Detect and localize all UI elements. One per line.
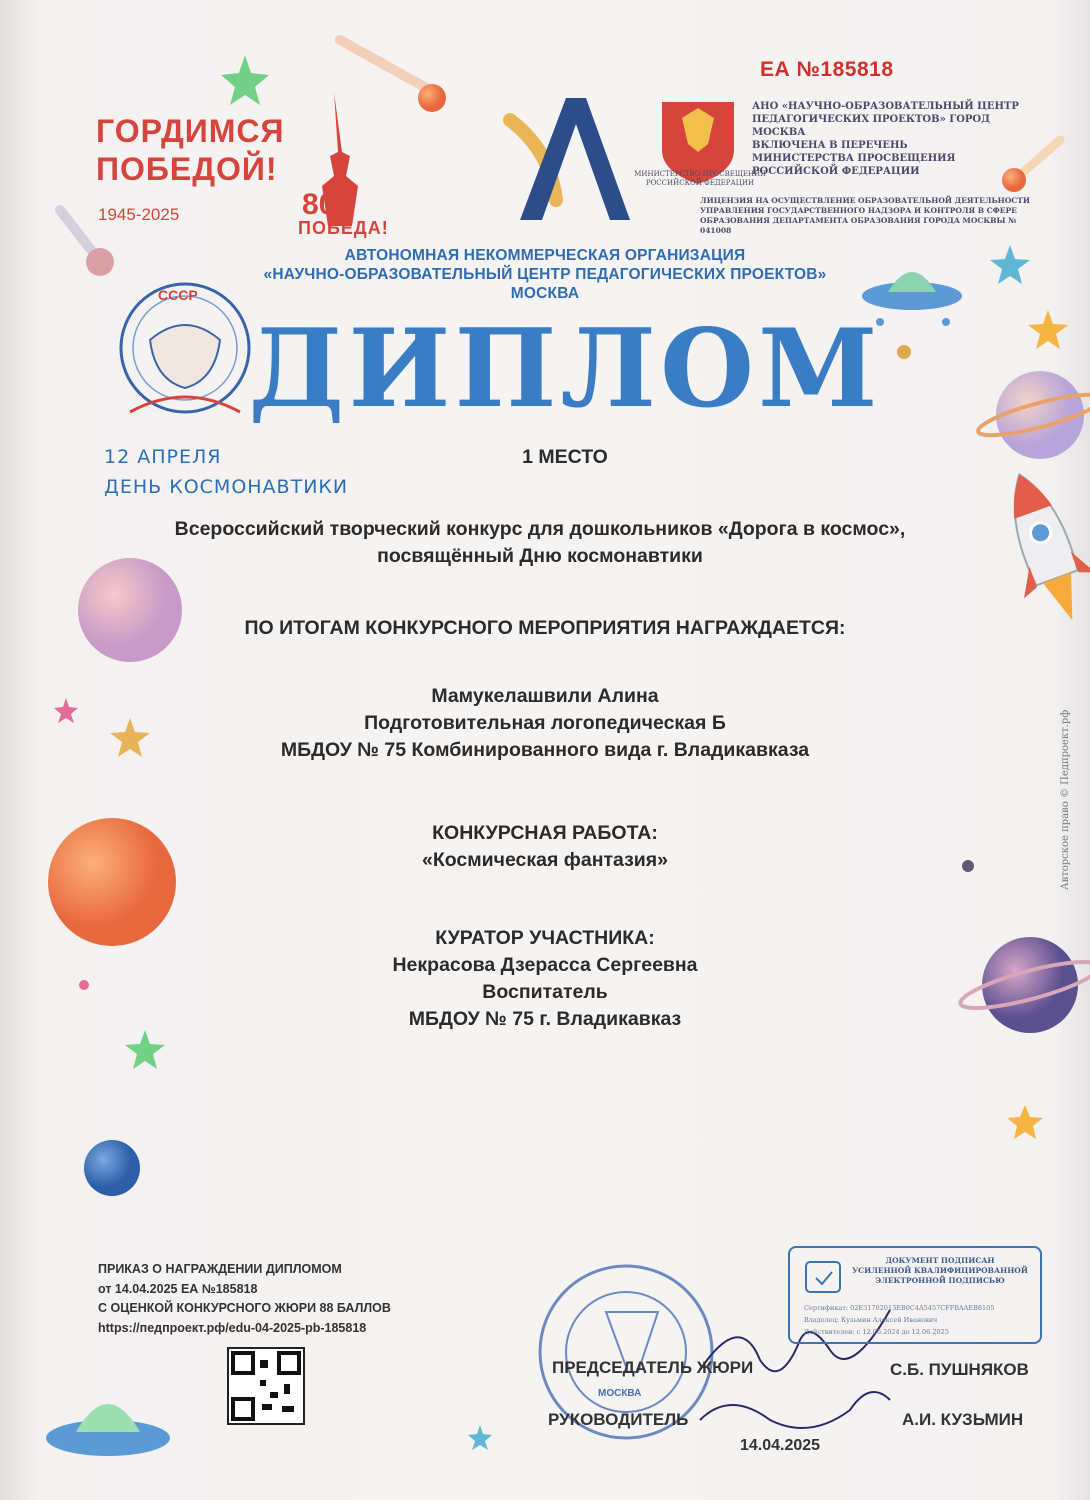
participant-institution: МБДОУ № 75 Комбинированного вида г. Владикавказа	[280, 739, 810, 761]
work-heading: КОНКУРСНАЯ РАБОТА:	[432, 822, 658, 844]
star-icon	[468, 1425, 492, 1450]
qr-code	[228, 1348, 304, 1424]
signature-mark	[700, 1392, 890, 1428]
curator-info	[0, 925, 1090, 1033]
license-info: ЛИЦЕНЗИЯ НА ОСУЩЕСТВЛЕНИЕ ОБРАЗОВАТЕЛЬНОЙ ДЕЯТЕЛЬНОСТИ УПРАВЛЕНИЯ ГОСУДАРСТВЕННОГО НАДЗОРА И КОНТРОЛЯ В СФЕРЕ ОБРАЗОВАНИЯ ДЕПАРТАМЕНТА ОБРАЗОВАНИЯ ГОРОДА МОСКВЫ № 041008	[700, 196, 1030, 235]
serial-number: ЕА №185818	[760, 58, 894, 81]
planet-icon	[84, 1140, 140, 1196]
participant-group: Подготовительная логопедическая Б	[364, 712, 726, 734]
organization-name: АВТОНОМНАЯ НЕКОММЕРЧЕСКАЯ ОРГАНИЗАЦИЯ «НАУЧНО-ОБРАЗОВАТЕЛЬНЫЙ ЦЕНТР ПЕДАГОГИЧЕСКИХ ПРОЕКТОВ» МОСКВА	[263, 247, 827, 302]
star-icon	[125, 1030, 165, 1069]
contest-name: Всероссийский творческий конкурс для дошкольников «Дорога в космос», посвящённый Дню космонавтики	[174, 518, 906, 567]
work-info	[0, 820, 1090, 874]
org-registry-info: АНО «НАУЧНО-ОБРАЗОВАТЕЛЬНЫЙ ЦЕНТР ПЕДАГОГИЧЕСКИХ ПРОЕКТОВ» ГОРОД МОСКВА ВКЛЮЧЕНА В ПЕРЕЧЕНЬ МИНИСТЕРСТВА ПРОСВЕЩЕНИЯ РОССИЙСКОЙ ФЕДЕРАЦИИ	[752, 101, 1019, 177]
award-order: ПРИКАЗ О НАГРАЖДЕНИИ ДИПЛОМОМ от 14.04.2025 ЕА №185818 С ОЦЕНКОЙ КОНКУРСНОГО ЖЮРИ 88 БАЛЛОВ https://педпроект.рф/edu-04-2025-pb-185818	[98, 1260, 391, 1338]
work-title: «Космическая фантазия»	[421, 849, 669, 871]
curator-name: Некрасова Дзерасса Сергеевна	[392, 954, 698, 976]
head-name: А.И. КУЗЬМИН	[902, 1410, 1024, 1429]
digital-signature-title: ДОКУМЕНТ ПОДПИСАН УСИЛЕННОЙ КВАЛИФИЦИРОВАННОЙ ЭЛЕКТРОННОЙ ПОДПИСЬЮ	[852, 1256, 1028, 1285]
star-icon	[1007, 1105, 1043, 1139]
victory-badge-text: ПОБЕДА!	[298, 218, 389, 238]
signature-date: 14.04.2025	[740, 1437, 821, 1454]
victory-monument-icon	[302, 92, 358, 226]
star-icon	[221, 55, 269, 105]
svg-text:CCCP: CCCP	[158, 287, 198, 303]
org-logo-icon	[510, 98, 630, 220]
jury-chair-role: ПРЕДСЕДАТЕЛЬ ЖЮРИ	[552, 1358, 754, 1377]
award-heading: ПО ИТОГАМ КОНКУРСНОГО МЕРОПРИЯТИЯ НАГРАЖДАЕТСЯ:	[244, 617, 846, 639]
head-role: РУКОВОДИТЕЛЬ	[548, 1410, 689, 1429]
curator-institution: МБДОУ № 75 г. Владикавказ	[408, 1008, 682, 1030]
participant-name: Мамукелашвили Алина	[431, 685, 659, 707]
participant-info	[0, 683, 1090, 764]
shield-icon	[804, 1258, 844, 1298]
curator-heading: КУРАТОР УЧАСТНИКА:	[435, 927, 655, 949]
curator-position: Воспитатель	[482, 981, 608, 1003]
stamp-city: МОСКВА	[598, 1388, 642, 1399]
digital-signature-box: ДОКУМЕНТ ПОДПИСАН УСИЛЕННОЙ КВАЛИФИЦИРОВАННОЙ ЭЛЕКТРОННОЙ ПОДПИСЬЮ Сертификат: 02E31702013EB0C4A5457CFFBAAEB8105 Владелец: Кузьмин Алексей Иванович Действителен: с 12.06.2024 до 12.06.2025	[788, 1246, 1042, 1344]
ministry-caption: МИНИСТЕРСТВО ПРОСВЕЩЕНИЯ РОССИЙСКОЙ ФЕДЕРАЦИИ	[634, 170, 766, 187]
victory-pride-text: ГОРДИМСЯ ПОБЕДОЙ!	[96, 113, 285, 187]
ufo-icon	[46, 1404, 170, 1456]
verification-link[interactable]: https://педпроект.рф/edu-04-2025-pb-185818	[98, 1320, 367, 1335]
copyright-notice: Авторское право © Педпроект.рф	[1060, 709, 1071, 890]
victory-years: 1945-2025	[98, 205, 180, 224]
svg-text:80: 80	[302, 188, 336, 221]
cosmonautics-day: 12 АПРЕЛЯ ДЕНЬ КОСМОНАВТИКИ	[104, 446, 349, 498]
diploma-title: ДИПЛОМ	[248, 306, 882, 432]
jury-chair-name: С.Б. ПУШНЯКОВ	[890, 1360, 1029, 1379]
planet-icon	[78, 558, 182, 662]
comet-icon	[340, 40, 446, 112]
place-text: 1 МЕСТО	[522, 446, 608, 468]
